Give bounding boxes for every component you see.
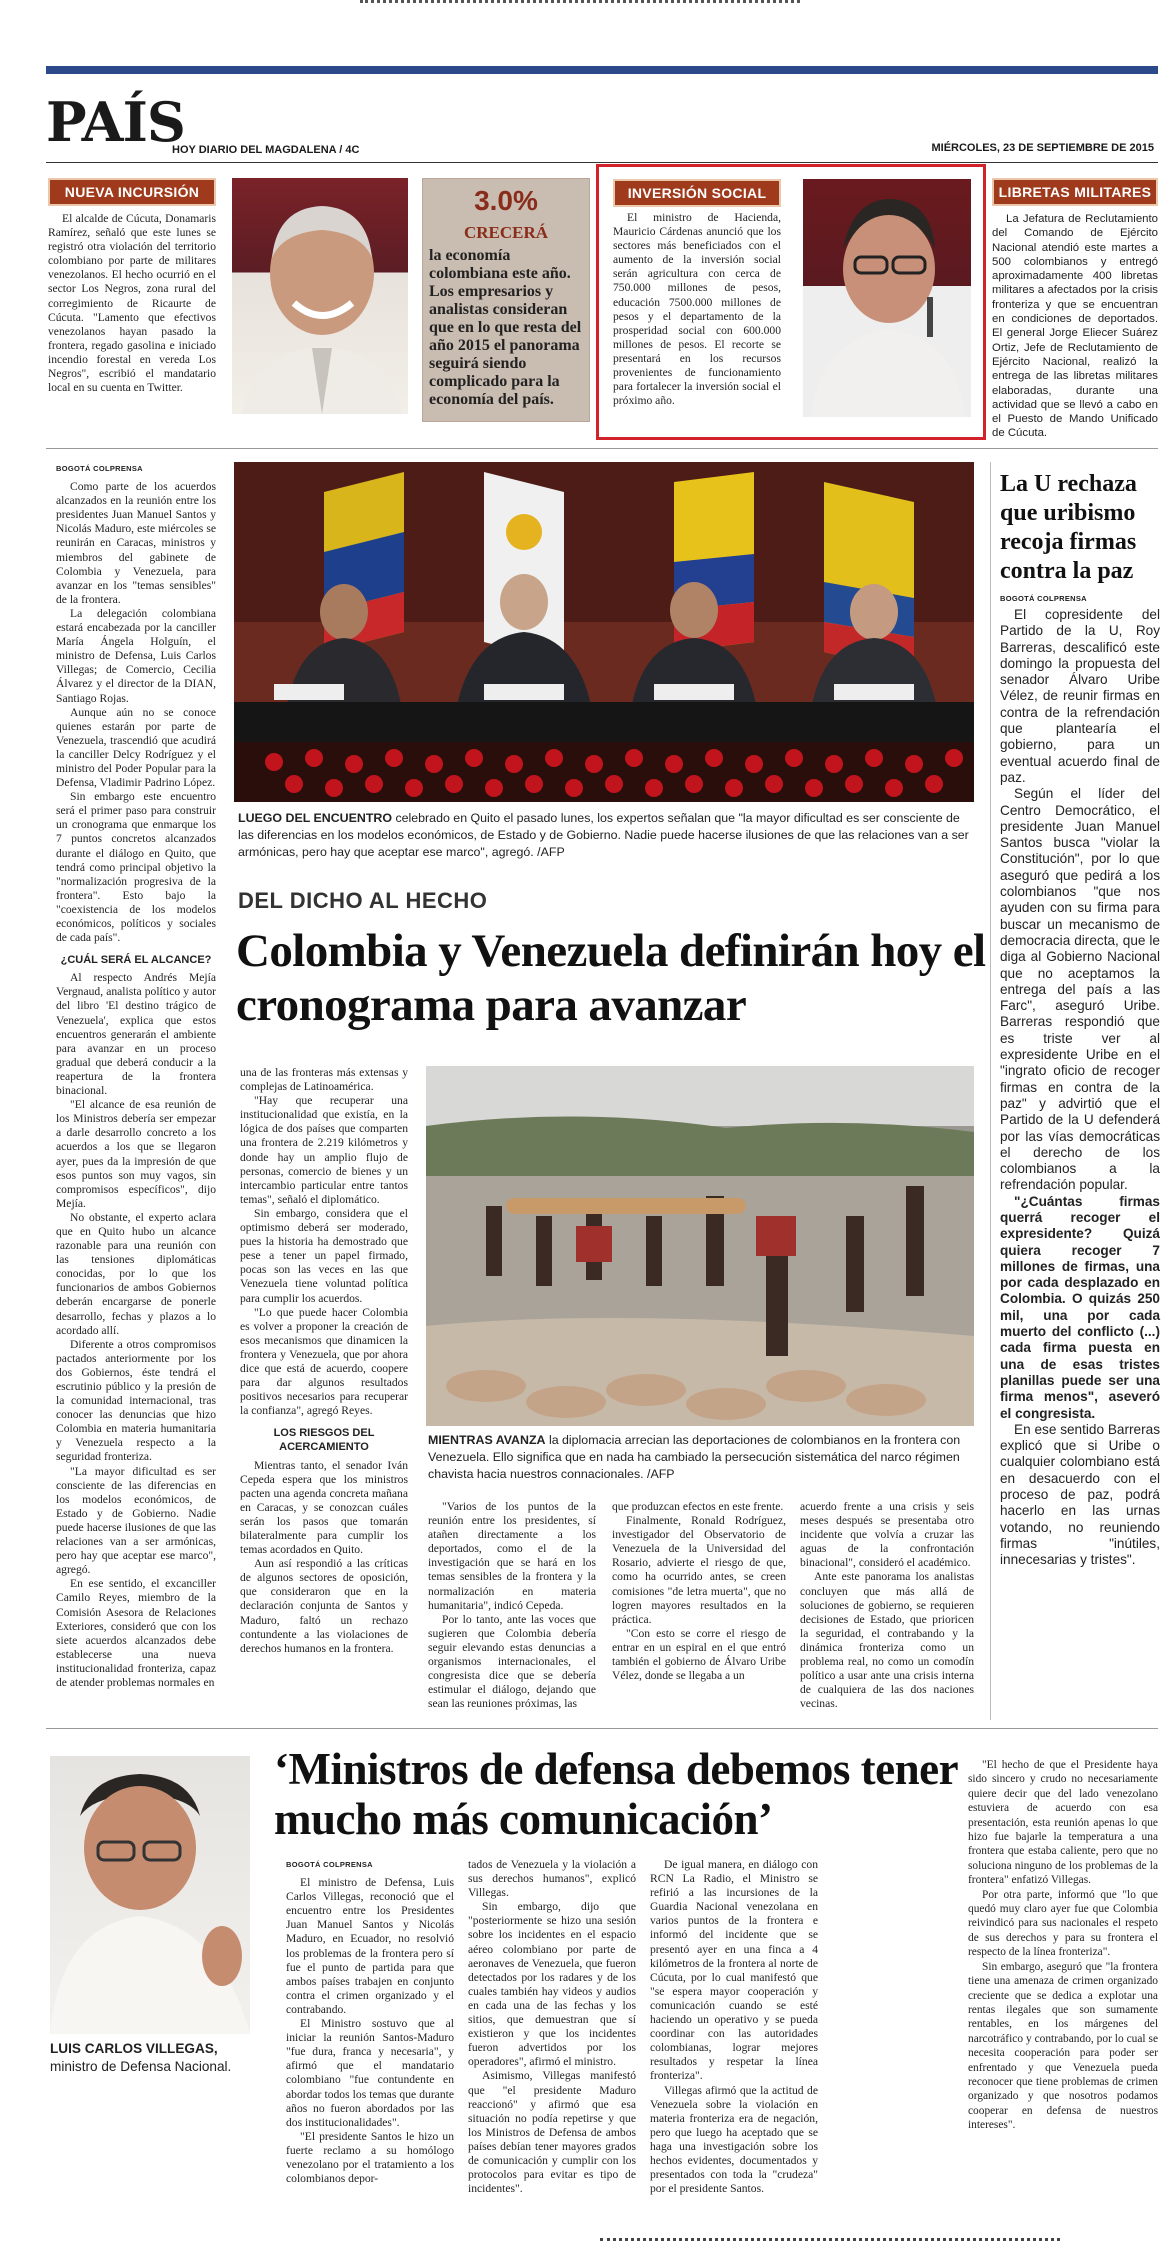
side-story-headline: La U rechaza que uribismo recoja firmas contra la paz bbox=[1000, 471, 1137, 584]
paragraph: "¿Cuántas firmas querrá recoger el expresidente? Quizá quiera recoger 7 millones de firmas, una por cada desplazado en Colombia. O quizás 250 mil, una por cada muerto del conflicto (...) cada firma puesta en una de esas tristes planillas puede ser una firma menos", aseveró el congresista. bbox=[1000, 1193, 1160, 1421]
person-silhouette-icon bbox=[50, 1756, 250, 2034]
paragraph: "Hay que recuperar una institucionalidad que existía, en la lógica de dos países que comparten una frontera de 2.219 kilómetros y donde hay un amplio flujo de personas, comercio de bienes y un intercambio particular entre tantos temas", señaló el diplomático. bbox=[240, 1094, 408, 1206]
paragraph: De igual manera, en diálogo con RCN La Radio, el Ministro se refirió a las incursiones de la Guardia Nacional venezolana en varios puntos de la frontera e informó del incidente que se presentó ayer en una finca a 4 kilómetros de la frontera al norte de Cúcuta, por lo cual manifestó que "se espera mayor cooperación y comunicación cuando se esté haciendo un operativo y se pueda coordinar con las autoridades colombianas, lograr mejores resultados y respetar la línea fronteriza". bbox=[650, 1858, 818, 2083]
paragraph: "El hecho de que el Presidente haya sido sincero y crudo no necesariamente quiere decir que del lado venezolano estuviera de acuerdo con esa presentación, esta reunión apenas lo que hizo fue bajarle la temperatura a una frontera que estaba caliente, pero que no soluciona ninguno de los problemas de la frontera" enfatizó Villegas. bbox=[968, 1759, 1158, 1887]
main-story-column-4 bbox=[612, 1500, 786, 1683]
paragraph: Al respecto Andrés Mejía Vergnaud, analista político y autor del libro 'El destino trágico de Venezuela', explica que estos encuentros generarán el ambiente para avanzar en un proceso gradual que deberá conducir a la reapertura de la frontera binacional. bbox=[56, 971, 216, 1098]
brief-text: La Jefatura de Reclutamiento del Comando de Ejército Nacional atendió este martes a 500 colombianos y entregó aproximadamente 400 libretas militares a afectados por la crisis fronteriza y que se encuentran en condiciones de deportados. El general Jorge Eliecer Suárez Ortiz, Jefe de Reclutamiento de Ejército Nacional, realizó la entrega de las libretas militares elaboradas, durante una actividad que se llevó a cabo en el Puesto de Mando Unificado de Cúcuta. bbox=[992, 213, 1158, 440]
paragraph: En ese sentido Barreras explicó que si Uribe o cualquier colombiano está en desacuerdo con el proceso de paz, podrá hacerlo en las urnas votando, no reuniendo firmas "inútiles, innecesarias y tristes". bbox=[1000, 1421, 1160, 1568]
stat-box bbox=[422, 178, 590, 422]
paragraph: Mientras tanto, el senador Iván Cepeda espera que los ministros pacten una agenda concreta mañana en Caracas, y se conozcan cuáles serán los pasos que tomarán bilateralmente para cumplir los temas acordados en Quito. bbox=[240, 1458, 408, 1557]
caption-lead: LUEGO DEL ENCUENTRO bbox=[238, 811, 392, 825]
paragraph: "El presidente Santos le hizo un fuerte reclamo a su homólogo venezolano por el tratamiento a los colombianos depor- bbox=[286, 2129, 454, 2186]
caption-text: la diplomacia arrecian las deportaciones de colombianos en la frontera con Venezuela. Ello significa que en nada ha cambiado la persecución sistemática del narco régimen chavista hacia nuestros connacionales. /AFP bbox=[428, 1433, 961, 1481]
portrait-photo-mayor bbox=[232, 178, 408, 414]
paragraph: Sin embargo, dijo que "posteriormente se hizo una sesión sobre los incidentes en el espacio aéreo colombiano por parte de aeronaves de Venezuela, que fueron detectados por los radares y de los cuales también hay videos y audios en cada una de las fechas y los sitios, que demuestran que sí existieron y que los incidentes fueron advertidos por los operadores", afirmó el ministro. bbox=[468, 1900, 636, 2069]
main-story-left-column bbox=[56, 462, 216, 1690]
bottom-story-column-3 bbox=[650, 1858, 818, 2196]
byline: BOGOTÁ COLPRENSA bbox=[1000, 594, 1087, 603]
paragraph: una de las fronteras más extensas y complejas de Latinoamérica. bbox=[240, 1066, 408, 1094]
paragraph: acuerdo frente a una crisis y seis meses después se presentaba otro incidente que volvía a cruzar las aguas de la confrontación binacional", consideró el académico. bbox=[800, 1500, 974, 1570]
paragraph: Sin embargo, considera que el optimismo deberá ser moderado, pues la historia ha demostrado que pese a tener un papel firmado, pocas son las veces en las que Venezuela tiene voluntad política para cumplir los acuerdos. bbox=[240, 1206, 408, 1305]
paragraph: que produzcan efectos en este frente. bbox=[612, 1500, 784, 1513]
paragraph: El Ministro sostuvo que al iniciar la reunión Santos-Maduro "fue dura, franca y necesaria", y afirmó que el mandatario colombiano "fue contundente en abordar todos los temas que durante años no fueron abordados por las dos institucionalidades". bbox=[286, 2017, 454, 2129]
brief-kicker: NUEVA INCURSIÓN bbox=[48, 178, 216, 206]
side-story-body bbox=[1000, 607, 1160, 1569]
main-story-column-5 bbox=[800, 1500, 974, 1711]
brief-inversion-social bbox=[596, 164, 986, 440]
column-divider bbox=[990, 462, 991, 1720]
main-story-column-3 bbox=[428, 1500, 596, 1711]
portrait-photo-villegas bbox=[50, 1756, 250, 2034]
bottom-story-headline: ‘Ministros de defensa debemos tener mucho más comunicación’ bbox=[274, 1744, 958, 1844]
stat-value: 3.0% bbox=[474, 185, 538, 216]
brief-text: El alcalde de Cúcuta, Donamaris Ramírez, señaló que este lunes se registró otra violación del territorio colombiano por parte de militares venezolanos. El hecho ocurrió en el sector Los Negros, zona rural del corregimiento de Ricaurte de Cúcuta. "Lamento que efectivos venezolanos hayan pasado la frontera, regado gasolina e iniciado incendio forestal en vereda Los Negros", escribió el mandatario local en su cuenta en Twitter. bbox=[48, 212, 216, 395]
masthead-bottom-rule bbox=[46, 162, 1158, 163]
byline: BOGOTÁ COLPRENSA bbox=[56, 464, 143, 473]
paragraph: No obstante, el experto aclara que en Quito hubo un alcance razonable para una reunión con las tensiones diplomáticas conocidas, por lo que los funcionarios de ambos Gobiernos deberán encargarse de ponerle desarrollo, fechas y plazos a lo acordado allí. bbox=[56, 1210, 216, 1337]
paragraph: Sin embargo este encuentro será el primer paso para construir un cronograma que enmarque los 7 puntos concretos alcanzados durante el diálogo en Quito, que tendrá como principal objetivo la "normalización progresiva de la frontera". Esto bajo la "coexistencia de los modelos económicos, políticos y sociales de cada país". bbox=[56, 790, 216, 945]
page-bottom-edge bbox=[600, 2238, 1060, 2242]
person-silhouette-icon bbox=[803, 179, 971, 417]
paragraph: Según el líder del Centro Democrático, el presidente Juan Manuel Santos busca "violar la Constitución", por lo que aseguró que pedirá a los colombianos "que nos ayuden con su firma para buscar un mecanismo de democracia directa, que le diga al Gobierno Nacional que no aceptamos la entrega del país a las Farc", aseguró Uribe. Barreras respondió que es triste ver al expresidente Uribe en el "ingrato oficio de recoger firmas en contra de la paz" y advirtió que el Partido de la U defenderá por las vías democráticas el derecho de los colombianos a la refrendación popular. bbox=[1000, 786, 1160, 1193]
paragraph: Aunque aún no se conoce quienes estarán por parte de Venezuela, trascendió que acudirá la canciller Delcy Rodríguez y el ministro del Poder Popular para la Defensa, Vladimir Padrino López. bbox=[56, 705, 216, 790]
paragraph: Como parte de los acuerdos alcanzados en la reunión entre los presidentes Juan Manuel Santos y Nicolás Maduro, este miércoles se reunirán en Caracas, ministros y miembros del gabinete de Colombia y Venezuela, para avanzar en los "temas sensibles" de la frontera. bbox=[56, 480, 216, 606]
byline: BOGOTÁ COLPRENSA bbox=[286, 1860, 373, 1869]
paragraph: Por otra parte, informó que "lo que quedó muy claro ayer fue que Colombia reivindicó para sus nacionales el respeto de sus derechos y para su frontera el respecto de la línea fronteriza". bbox=[968, 1888, 1158, 1959]
section-title: PAÍS bbox=[46, 90, 185, 154]
subhead-alcance: ¿CUÁL SERÁ EL ALCANCE? bbox=[60, 954, 212, 967]
brief-text: El ministro de Hacienda, Mauricio Cárdenas anunció que los sectores más beneficiados con el aumento de la inversión social serán agricultura con cerca de 750.000 millones de pesos, educación 7500.000 millones de pesos y el departamento de la prosperidad social con 600.000 millones de pesos. El recorte se presentará en los recursos provenientes de funcionamiento para fortalecer la inversión social el próximo año. bbox=[613, 211, 781, 408]
caption-text: celebrado en Quito el pasado lunes, los expertos señalan que "la mayor dificultad es ser consciente de las diferencias en los modelos económicos, de Estado y de Gobierno. Nadie puede hacerse ilusiones de que las relaciones van a ser armónicas, pero hay que aceptar ese marco", agregó. /AFP bbox=[238, 811, 969, 859]
brief-libretas-militares bbox=[992, 178, 1158, 441]
person-silhouette-icon bbox=[232, 178, 408, 414]
photo-caption bbox=[428, 1432, 976, 1483]
bottom-story-column-1 bbox=[286, 1858, 454, 2186]
meeting-photo-illustration bbox=[234, 462, 974, 802]
paragraph: "Varios de los puntos de la reunión entre los presidentes, sí atañen directamente a los deportados, como el de la investigación que se hará en los temas sensibles de la frontera y la normalización en materia humanitaria", indicó Cepeda. bbox=[428, 1500, 596, 1612]
paragraph: "La mayor dificultad es ser consciente de las diferencias en los modelos económicos, de Estado y de Gobierno. Nadie puede hacerse ilusiones de que las relaciones van a ser armónicas, pero hay que aceptar ese marco", agregó. bbox=[56, 1464, 216, 1577]
paragraph: Diferente a otros compromisos pactados anteriormente por los dos Gobiernos, éste tendrá el escrutinio público y la presión de la comunidad internacional, tras conocer las denuncias que hizo Colombia en materia humanitaria y Venezuela respecto a la seguridad fronteriza. bbox=[56, 1337, 216, 1464]
paragraph: En ese sentido, el excanciller Camilo Reyes, miembro de la Comisión Asesora de Relaciones Exteriores, consideró que con los siete acuerdos alcanzados debe establecerse una nueva institucionalidad fronteriza, capaz de atender problemas normales en bbox=[56, 1577, 216, 1689]
page-top-edge bbox=[360, 0, 800, 4]
paragraph: Villegas afirmó que la actitud de Venezuela sobre la violación en materia fronteriza era de negación, pero que luego ha aceptado que se haga una investigación sobre los hechos evidentes, documentados y presentados con toda la "crudeza" por el presidente Santos. bbox=[650, 2083, 818, 2196]
caption-lead: LUIS CARLOS VILLEGAS, bbox=[50, 2041, 218, 2056]
paragraph: "Lo que puede hacer Colombia es volver a proponer la creación de esos mecanismos que dinamicen la frontera y Venezuela, que por ahora dice que está de acuerdo, coopere para dar algunos resultados positivos necesarios para recuperar la confianza", agregó Reyes. bbox=[240, 1305, 408, 1418]
story-kicker: DEL DICHO AL HECHO bbox=[238, 888, 488, 913]
photo-caption bbox=[238, 810, 978, 861]
caption-lead: MIENTRAS AVANZA bbox=[428, 1433, 546, 1447]
bottom-story-column-2 bbox=[468, 1858, 636, 2196]
paper-name: HOY DIARIO DEL MAGDALENA / 4C bbox=[172, 144, 360, 156]
photo-caption bbox=[50, 2040, 250, 2076]
portrait-photo-minister bbox=[803, 179, 971, 417]
paragraph: "El alcance de esa reunión de los Ministros debería ser empezar a darle desarrollo concreto a los acuerdos a los que se llegaron ayer, pues da la impresión de que esos puntos son muy vagos, sin compromisos específicos", dijo Mejía. bbox=[56, 1098, 216, 1210]
paragraph: Aun así respondió a las críticas de algunos sectores de oposición, que consideraron que en la declaración conjunta de Santos y Maduro, faltó un rechazo contundente a las violaciones de derechos humanos en la frontera. bbox=[240, 1557, 408, 1655]
paragraph: El copresidente del Partido de la U, Roy Barreras, descalificó este domingo la propuesta del senador Álvaro Uribe Vélez, de reunir firmas en contra de la refrendación que plantearía el gobierno, para un eventual acuerdo final de paz. bbox=[1000, 607, 1160, 785]
section-divider bbox=[46, 1728, 1158, 1729]
paragraph: "Con esto se corre el riesgo de entrar en un espiral en el que entró también el gobierno de Álvaro Uribe Vélez, donde se llegaba a un bbox=[612, 1626, 786, 1683]
bottom-story-column-4 bbox=[968, 1758, 1158, 2133]
story-headline: Colombia y Venezuela definirán hoy el cronograma para avanzar bbox=[236, 925, 986, 1031]
news-photo-presidents-meeting bbox=[234, 462, 974, 802]
news-photo-border-crossing bbox=[426, 1066, 974, 1426]
brief-kicker: LIBRETAS MILITARES bbox=[992, 178, 1158, 206]
main-story-column-2 bbox=[240, 1066, 408, 1656]
paragraph: Asimismo, Villegas manifestó que "el presidente Maduro reaccionó" y afirmó que esa situación no podía repetirse y que los Ministros de Defensa de ambos países debían tener mayores grados de comunicación y cumplir con los protocolos para evitar es tipo de incidentes". bbox=[468, 2069, 636, 2196]
paragraph: tados de Venezuela y la violación a sus derechos humanos", explicó Villegas. bbox=[468, 1858, 636, 1900]
side-story bbox=[1000, 470, 1160, 1569]
stat-text: la economía colombiana este año. Los empresarios y analistas consideran que en lo que resta del año 2015 el panorama seguirá siendo complicado para la economía del país. bbox=[429, 247, 582, 408]
paragraph: Sin embargo, aseguró que "la frontera tiene una amenaza de crimen organizado creciente que se dedica a explotar una rentas ilegales que son sumamente rentables, en los márgenes del narcotráfico y contrabando, por lo cual se necesita cooperación para poder ser enfrentado y que Venezuela pueda reconocer que tiene problemas de crimen organizado y que nosotros podamos cooperar en defensa de nuestros intereses". bbox=[968, 1960, 1158, 2132]
paragraph: El ministro de Defensa, Luis Carlos Villegas, reconoció que el encuentro entre los Presidentes Juan Manuel Santos y Nicolás Maduro, en Ecuador, no resolvió los problemas de la frontera pero sí fue el punto de partida para que ambos países trabajen en conjunto contra el crimen organizado y el contrabando. bbox=[286, 1876, 454, 2016]
paragraph: La delegación colombiana estará encabezada por la canciller María Ángela Holguín, el ministro de Defensa, Luis Carlos Villegas; de Comercio, Cecilia Álvarez y el director de la DIAN, Santiago Rojas. bbox=[56, 606, 216, 705]
brief-nueva-incursion bbox=[48, 178, 216, 395]
stat-label: CRECERÁ bbox=[463, 223, 549, 242]
paragraph: Finalmente, Ronald Rodríguez, investigador del Observatorio de Venezuela de la Universidad del Rosario, advierte el riesgo de que, como ha ocurrido antes, se creen comisiones "de letra muerta", que no logren mayores resultados en la práctica. bbox=[612, 1514, 786, 1626]
issue-date: MIÉRCOLES, 23 DE SEPTIEMBRE DE 2015 bbox=[931, 142, 1154, 154]
section-divider bbox=[46, 448, 1158, 449]
paragraph: Ante este panorama los analistas concluyen que más allá de soluciones de gobierno, se requieren decisiones de Estado, que prioricen la seguridad, el contrabando y la dinámica fronteriza como un problema real, no como un comodín político a usar ante una crisis interna de cualquiera de las dos naciones vecinas. bbox=[800, 1570, 974, 1711]
masthead-rule bbox=[46, 66, 1158, 74]
subhead-riesgos: LOS RIESGOS DEL ACERCAMIENTO bbox=[273, 1427, 375, 1454]
brief-kicker: INVERSIÓN SOCIAL bbox=[613, 179, 781, 207]
caption-text: ministro de Defensa Nacional. bbox=[50, 2059, 232, 2074]
paragraph: Por lo tanto, ante las voces que sugieren que Colombia debería seguir elevando estas denuncias a organismos internacionales, el congresista dice que se debería estimular el diálogo, dejando que sean las reuniones próximas, las bbox=[428, 1612, 596, 1711]
river-crossing-illustration bbox=[426, 1066, 974, 1426]
